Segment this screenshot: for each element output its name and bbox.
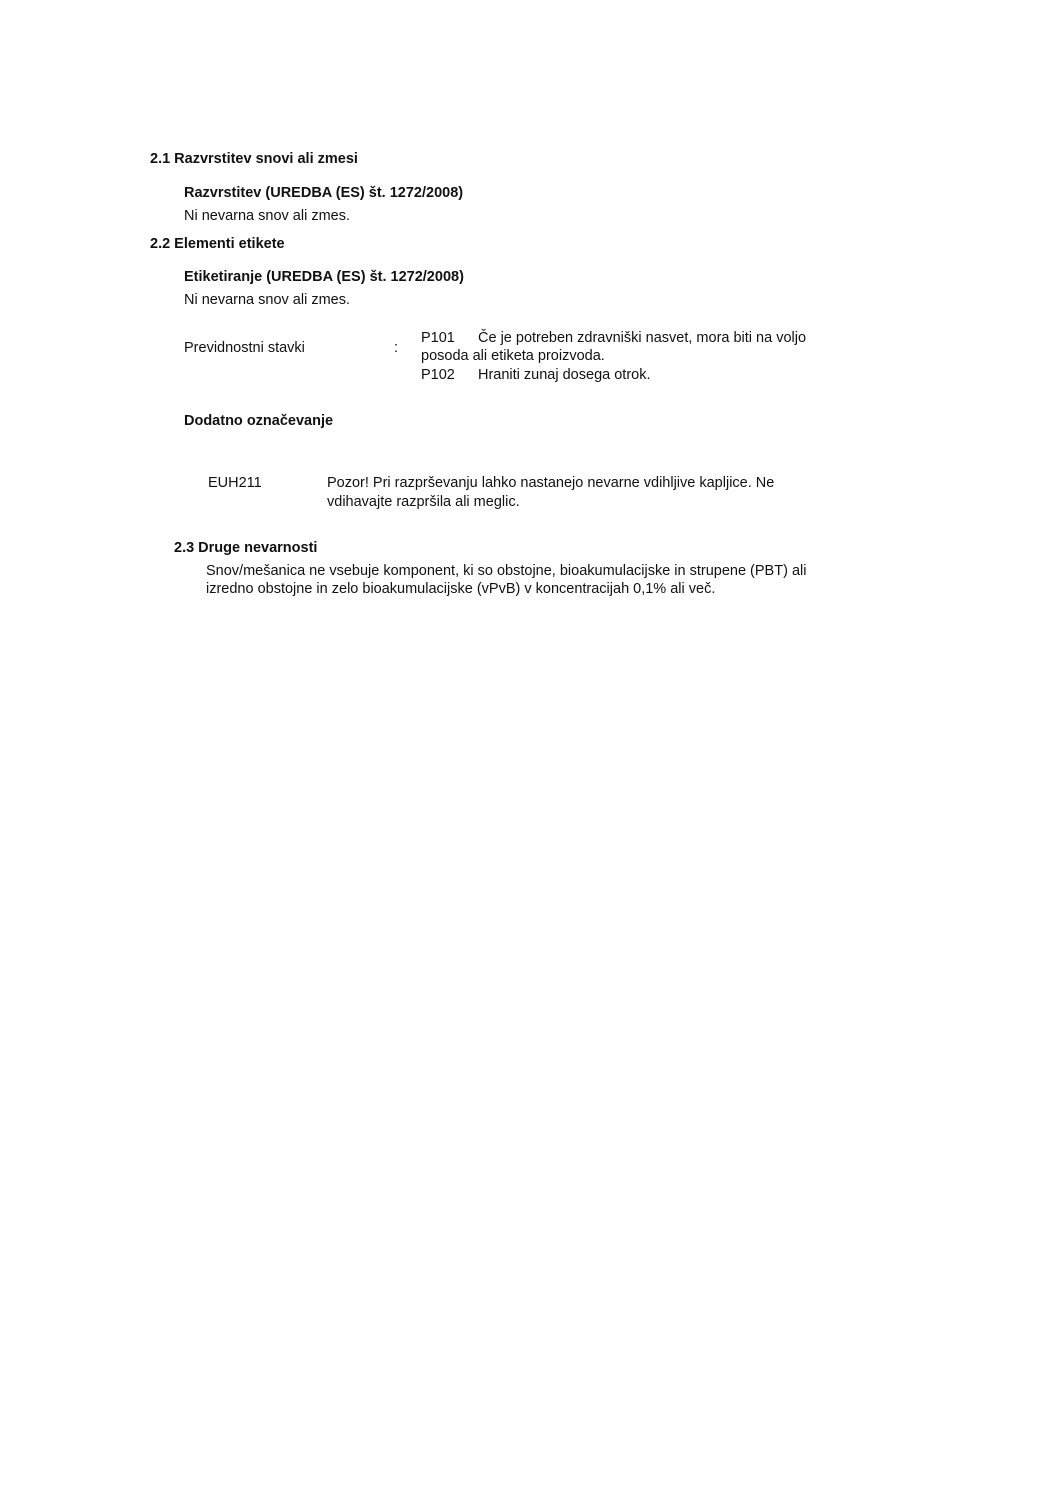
section-2-3-text-line1: Snov/mešanica ne vsebuje komponent, ki so obstojne, bioakumulacijske in strupene (PBT) ali <box>206 563 807 579</box>
section-2-3-text-line2: izredno obstojne in zelo bioakumulacijske (vPvB) v koncentracijah 0,1% ali več. <box>206 581 716 597</box>
euh-text-line1: Pozor! Pri razprševanju lahko nastanejo nevarne vdihljive kapljice. Ne <box>327 475 775 491</box>
euh-code: EUH211 <box>208 475 262 491</box>
euh-text-line2: vdihavajte razpršila ali meglic. <box>327 494 520 510</box>
section-2-1-text: Ni nevarna snov ali zmes. <box>184 208 351 224</box>
precautionary-colon: : <box>394 340 399 356</box>
section-2-1-subheading: Razvrstitev (UREDBA (ES) št. 1272/2008) <box>184 185 464 201</box>
section-2-2-title: 2.2 Elementi etikete <box>150 236 285 252</box>
precautionary-label: Previdnostni stavki <box>184 340 305 356</box>
statement-code-p102: P102 <box>421 367 455 383</box>
section-2-2-subheading: Etiketiranje (UREDBA (ES) št. 1272/2008) <box>184 269 464 285</box>
section-2-1-title: 2.1 Razvrstitev snovi ali zmesi <box>150 151 358 167</box>
statement-code-p101: P101 <box>421 330 455 346</box>
additional-labelling-heading: Dodatno označevanje <box>184 413 334 429</box>
statement-text-p102: Hraniti zunaj dosega otrok. <box>478 367 651 383</box>
section-2-3-title: 2.3 Druge nevarnosti <box>174 540 318 556</box>
section-2-2-text: Ni nevarna snov ali zmes. <box>184 292 351 308</box>
statement-text-p101-line2: posoda ali etiketa proizvoda. <box>421 348 605 364</box>
statement-text-p101-line1: Če je potreben zdravniški nasvet, mora biti na voljo <box>478 330 807 346</box>
